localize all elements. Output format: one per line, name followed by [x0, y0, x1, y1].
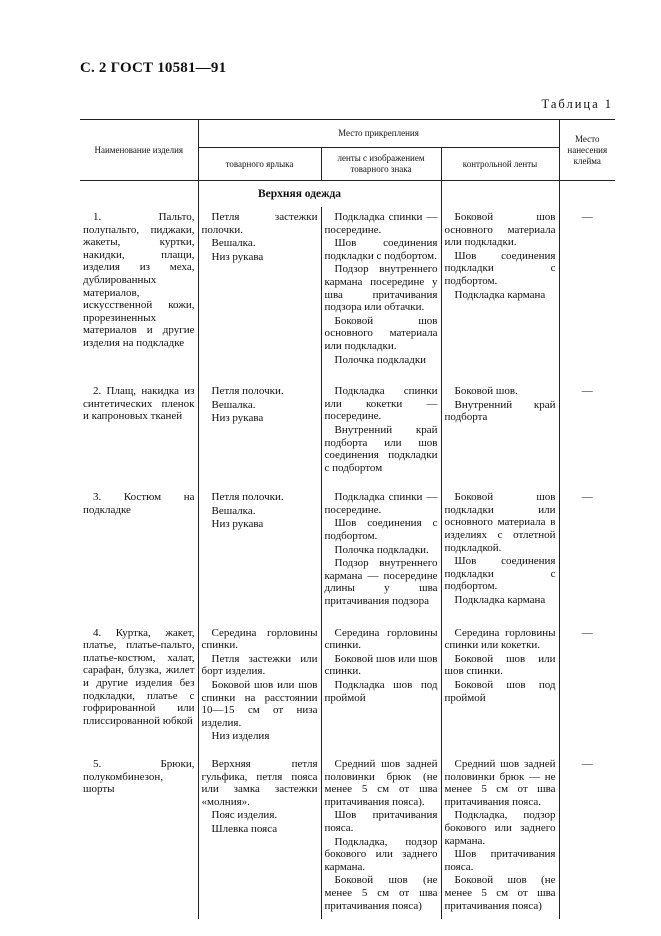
cell-stamp: [559, 750, 615, 919]
trademark-paragraph: Подзор внутреннего кармана посередине у шва притачивания подзора или обтачки.: [324, 263, 438, 314]
cell-control: [441, 481, 559, 614]
label-paragraph: Низ рукава: [211, 250, 264, 263]
trademark-paragraph: Подзор внутреннего кармана — посередине длины у шва притачивания подзора: [324, 557, 438, 608]
cell-trademark: [321, 481, 441, 614]
control-paragraph: Боковой шов подкладки или основного материала в изделиях с отлетной подкладкой.: [444, 491, 556, 554]
cell-item-name: [80, 750, 198, 919]
control-paragraph: Боковой шов (не менее 5 см от шва притачивания пояса): [444, 874, 556, 912]
control-paragraph: Боковой шов основного материала или подкладки.: [444, 211, 556, 249]
stamp-dash: —: [581, 757, 593, 770]
trademark-paragraph: Подкладка, подзор бокового или заднего кармана.: [324, 835, 438, 873]
col-header-stamp: Место нанесения клейма: [559, 120, 615, 181]
trademark-paragraph: Подкладка шов под проймой: [324, 679, 438, 704]
trademark-paragraph: Шов притачивания пояса.: [324, 809, 438, 834]
trademark-paragraph: Полочка подкладки: [334, 353, 427, 366]
cell-stamp: [559, 207, 615, 373]
cell-item-name: [80, 207, 198, 373]
control-paragraph: Шов соединения подкладки с подбортом.: [444, 555, 556, 593]
trademark-paragraph: Шов соединения подкладки с подбортом.: [324, 237, 438, 262]
stamp-dash: —: [581, 211, 593, 223]
control-paragraph: Шов соединения подкладки с подбортом.: [444, 249, 556, 287]
trademark-paragraph: Боковой шов основного материала или подкладки.: [324, 314, 438, 352]
section-title: [198, 181, 441, 208]
control-paragraph: Боковой шов под проймой: [444, 679, 556, 704]
label-paragraph: Пояс изделия.: [211, 809, 278, 822]
cell-label: [198, 615, 321, 750]
trademark-paragraph: Боковой шов или шов спинки.: [324, 652, 438, 678]
trademark-paragraph: Подкладка спинки — посередине.: [324, 491, 438, 516]
item-name-text: 3. Костюм на подкладке: [83, 491, 195, 516]
control-paragraph: Шов притачивания пояса.: [444, 848, 556, 873]
label-paragraph: Вешалка.: [211, 504, 256, 517]
label-paragraph: Середина горловины спинки.: [201, 626, 318, 652]
control-paragraph: Средний шов задней половинки брюк — не менее 5 см от шва притачивания пояса.: [444, 757, 556, 808]
item-name-text: 4. Куртка, жакет, платье, платье-пальто, платье-костюм, халат, сарафан, блузка, жилет и другие изделия без подкладки, платье с гофрированной или плиссированной юбкой: [83, 626, 195, 727]
control-paragraph: Боковой шов или шов спинки.: [444, 652, 556, 678]
cell-trademark: [321, 373, 441, 481]
cell-control: [441, 615, 559, 750]
label-paragraph: Боковой шов или шов спинки на расстоянии 10—15 см от низа изделия.: [201, 679, 318, 729]
cell-trademark: [321, 207, 441, 373]
trademark-paragraph: Полочка подкладки.: [334, 543, 429, 556]
col-header-trademark-tape: ленты с изображением товарного знака: [321, 148, 441, 181]
control-paragraph: Подкладка кармана: [454, 594, 546, 607]
control-paragraph: Внутренний край подборта: [444, 398, 556, 424]
trademark-paragraph: Внутренний край подборта или шов соединения подкладки с подбортом: [324, 423, 438, 474]
item-name-text: 2. Плащ, накидка из синтетических пленок и капроновых тканей: [83, 385, 195, 423]
col-header-label: товарного ярлыка: [198, 148, 321, 181]
trademark-paragraph: Боковой шов (не менее 5 см от шва притачивания пояса): [324, 874, 438, 912]
control-paragraph: Подкладка кармана: [454, 288, 546, 301]
trademark-paragraph: Подкладка спинки — посередине.: [324, 211, 438, 236]
table-row: [80, 207, 615, 373]
control-paragraph: Боковой шов.: [454, 385, 518, 398]
col-header-control-tape: контрольной ленты: [441, 148, 559, 181]
label-paragraph: Низ рукава: [211, 412, 264, 425]
item-name-text: 5. Брюки, полукомбинезон, шорты: [83, 757, 195, 796]
cell-stamp: [559, 615, 615, 750]
cell-item-name: [80, 373, 198, 481]
cell-trademark: [321, 615, 441, 750]
marking-places-table: [80, 119, 615, 919]
control-paragraph: Середина горловины спинки или кокетки.: [444, 626, 556, 652]
label-paragraph: Шлевка пояса: [211, 822, 278, 835]
trademark-paragraph: Средний шов задней половинки брюк (не менее 5 см от шва притачивания пояса).: [324, 757, 438, 808]
cell-stamp: [559, 373, 615, 481]
stamp-dash: —: [581, 491, 593, 504]
table-caption: Таблица 1: [541, 97, 613, 111]
label-paragraph: Петля застежки полочки.: [201, 211, 318, 236]
label-paragraph: Вешалка.: [211, 398, 256, 411]
cell-stamp: [559, 481, 615, 614]
cell-control: [441, 750, 559, 919]
cell-control: [441, 373, 559, 481]
cell-label: [198, 373, 321, 481]
col-header-name: Наименование изделия: [80, 120, 198, 181]
page-header: С. 2 ГОСТ 10581—91: [80, 60, 227, 76]
label-paragraph: Вешалка.: [211, 237, 256, 250]
table-row: [80, 373, 615, 481]
label-paragraph: Низ изделия: [211, 730, 270, 743]
cell-item-name: [80, 615, 198, 750]
label-paragraph: Верхняя петля гульфика, петля пояса или замка застежки «молния».: [201, 757, 318, 808]
cell-label: [198, 207, 321, 373]
cell-trademark: [321, 750, 441, 919]
control-paragraph: Подкладка, подзор бокового или заднего кармана.: [444, 809, 556, 847]
col-header-place-group: Место прикрепления: [198, 120, 559, 148]
label-paragraph: Петля застежки или борт изделия.: [201, 652, 318, 678]
stamp-dash: —: [581, 385, 593, 398]
section-title-text: Верхняя одежда: [257, 187, 342, 200]
cell-item-name: [80, 481, 198, 614]
trademark-paragraph: Шов соединения с подбортом.: [324, 517, 438, 543]
item-name-text: 1. Пальто, полупальто, пиджаки, жакеты, куртки, накидки, плащи, изделия из меха, дублированных материалов, искусственной кожи, прорезиненных материалов и другие изделия на подкладке: [83, 211, 195, 349]
trademark-paragraph: Подкладка спинки или кокетки — посередине.: [324, 385, 438, 423]
table-row: [80, 481, 615, 614]
cell-control: [441, 207, 559, 373]
trademark-paragraph: Середина горловины спинки.: [324, 626, 438, 652]
table-row: [80, 615, 615, 750]
label-paragraph: Петля полочки.: [211, 385, 284, 398]
table-row: [80, 750, 615, 919]
label-paragraph: Низ рукава: [211, 518, 264, 531]
label-paragraph: Петля полочки.: [211, 491, 284, 504]
stamp-dash: —: [581, 626, 593, 639]
cell-label: [198, 481, 321, 614]
cell-label: [198, 750, 321, 919]
